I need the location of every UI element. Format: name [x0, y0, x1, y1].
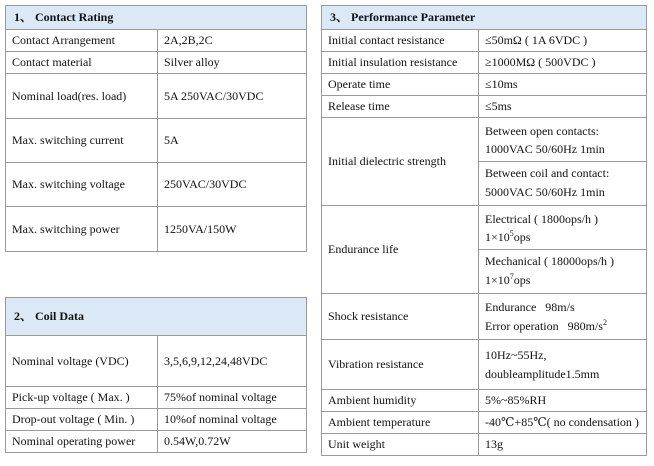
row-value: 3,5,6,9,12,24,48VDC: [158, 336, 307, 387]
electrical-exp: 5: [509, 229, 514, 239]
row-label: Initial insulation resistance: [322, 52, 479, 74]
vibration-line1: 10Hz~55Hz,: [485, 347, 547, 362]
table-row: [322, 412, 647, 434]
row-label: Max. switching voltage: [6, 163, 158, 207]
row-label: Nominal load(res. load): [6, 74, 158, 119]
coil-data-title: 2、 Coil Data: [6, 298, 307, 336]
table-row: [6, 431, 307, 453]
row-value: [479, 340, 647, 390]
mechanical-exp: 7: [509, 271, 514, 281]
vibration-line2: doubleamplitude1.5mm: [485, 366, 600, 381]
shock-error-exp: 2: [602, 317, 607, 327]
table-row: [6, 30, 307, 52]
table-row: [6, 336, 307, 387]
row-value: 75%of nominal voltage: [158, 387, 307, 409]
dielectric-open-contacts: [479, 120, 646, 162]
table-row: [6, 52, 307, 74]
table-row: [6, 409, 307, 431]
row-value: 250VAC/30VDC: [158, 163, 307, 207]
table-row: [322, 96, 647, 118]
row-label: Max. switching current: [6, 119, 158, 163]
mechanical-unit: ops: [513, 272, 531, 287]
shock-error-operation: [485, 317, 646, 336]
row-value: 1250VA/150W: [158, 207, 307, 252]
shock-endurance: Endurance 98m/s: [485, 299, 575, 314]
row-value: 0.54W,0.72W: [158, 431, 307, 453]
coil-data-table: [5, 297, 307, 453]
table-row: [322, 434, 647, 456]
endurance-mechanical: [479, 250, 646, 291]
row-value: ≥1000MΩ ( 500VDC ): [479, 52, 647, 74]
table-row: [322, 294, 647, 340]
row-label: Shock resistance: [322, 294, 479, 340]
table-row: [322, 340, 647, 390]
contact-rating-table: [5, 5, 307, 252]
row-value: 5A 250VAC/30VDC: [158, 74, 307, 119]
row-label: Vibration resistance: [322, 340, 479, 390]
row-value: 5%~85%RH: [479, 390, 647, 412]
electrical-unit: ops: [513, 230, 531, 245]
table-row: [6, 163, 307, 207]
row-label: Ambient temperature: [322, 412, 479, 434]
endurance-electrical-line2: [485, 228, 640, 247]
row-value: 5A: [158, 119, 307, 163]
dielectric-coil-contact: [479, 162, 646, 203]
table-row: [6, 207, 307, 252]
row-label: Initial contact resistance: [322, 30, 479, 52]
row-label: Contact Arrangement: [6, 30, 158, 52]
electrical-base: 1×10: [485, 230, 510, 245]
performance-table: [321, 5, 647, 456]
row-label: Initial dielectric strength: [322, 118, 479, 206]
table-row: [322, 118, 647, 206]
table-row: [322, 74, 647, 96]
endurance-mechanical-line2: [485, 271, 640, 290]
table-row: [6, 387, 307, 409]
row-label: Operate time: [322, 74, 479, 96]
row-label: Drop-out voltage ( Min. ): [6, 409, 158, 431]
table-row: [322, 390, 647, 412]
dielectric-open-contacts-line1: Between open contacts:: [485, 123, 599, 138]
row-label: Ambient humidity: [322, 390, 479, 412]
row-label: Nominal operating power: [6, 431, 158, 453]
row-value: Silver alloy: [158, 52, 307, 74]
performance-title: 3、 Performance Parameter: [322, 6, 647, 30]
contact-rating-title: 1、 Contact Rating: [6, 6, 307, 30]
endurance-electrical: [479, 208, 646, 250]
row-value: -40℃+85℃( no condensation ): [479, 412, 647, 434]
row-label: Release time: [322, 96, 479, 118]
row-value: ≤10ms: [479, 74, 647, 96]
shock-error-value: Error operation 980m/s: [485, 318, 603, 333]
mechanical-base: 1×10: [485, 272, 510, 287]
dielectric-coil-contact-line1: Between coil and contact:: [485, 166, 610, 180]
dielectric-open-contacts-line2: 1000VAC 50/60Hz 1min: [485, 142, 605, 157]
row-value: ≤50mΩ ( 1A 6VDC ): [479, 30, 647, 52]
row-value-group: [479, 118, 647, 206]
row-value: 13g: [479, 434, 647, 456]
endurance-electrical-line1: Electrical ( 1800ops/h ): [485, 211, 598, 226]
row-label: Pick-up voltage ( Max. ): [6, 387, 158, 409]
row-label: Endurance life: [322, 206, 479, 294]
table-row: [322, 52, 647, 74]
table-row: [322, 206, 647, 294]
row-value: [479, 294, 647, 340]
table-row: [6, 119, 307, 163]
row-value: 2A,2B,2C: [158, 30, 307, 52]
row-label: Max. switching power: [6, 207, 158, 252]
row-value-group: [479, 206, 647, 294]
endurance-mechanical-line1: Mechanical ( 18000ops/h ): [485, 254, 614, 268]
row-value: 10%of nominal voltage: [158, 409, 307, 431]
row-label: Contact material: [6, 52, 158, 74]
row-label: Nominal voltage (VDC): [6, 336, 158, 387]
table-row: [6, 74, 307, 119]
row-value: ≤5ms: [479, 96, 647, 118]
row-label: Unit weight: [322, 434, 479, 456]
dielectric-coil-contact-line2: 5000VAC 50/60Hz 1min: [485, 184, 605, 199]
table-row: [322, 30, 647, 52]
